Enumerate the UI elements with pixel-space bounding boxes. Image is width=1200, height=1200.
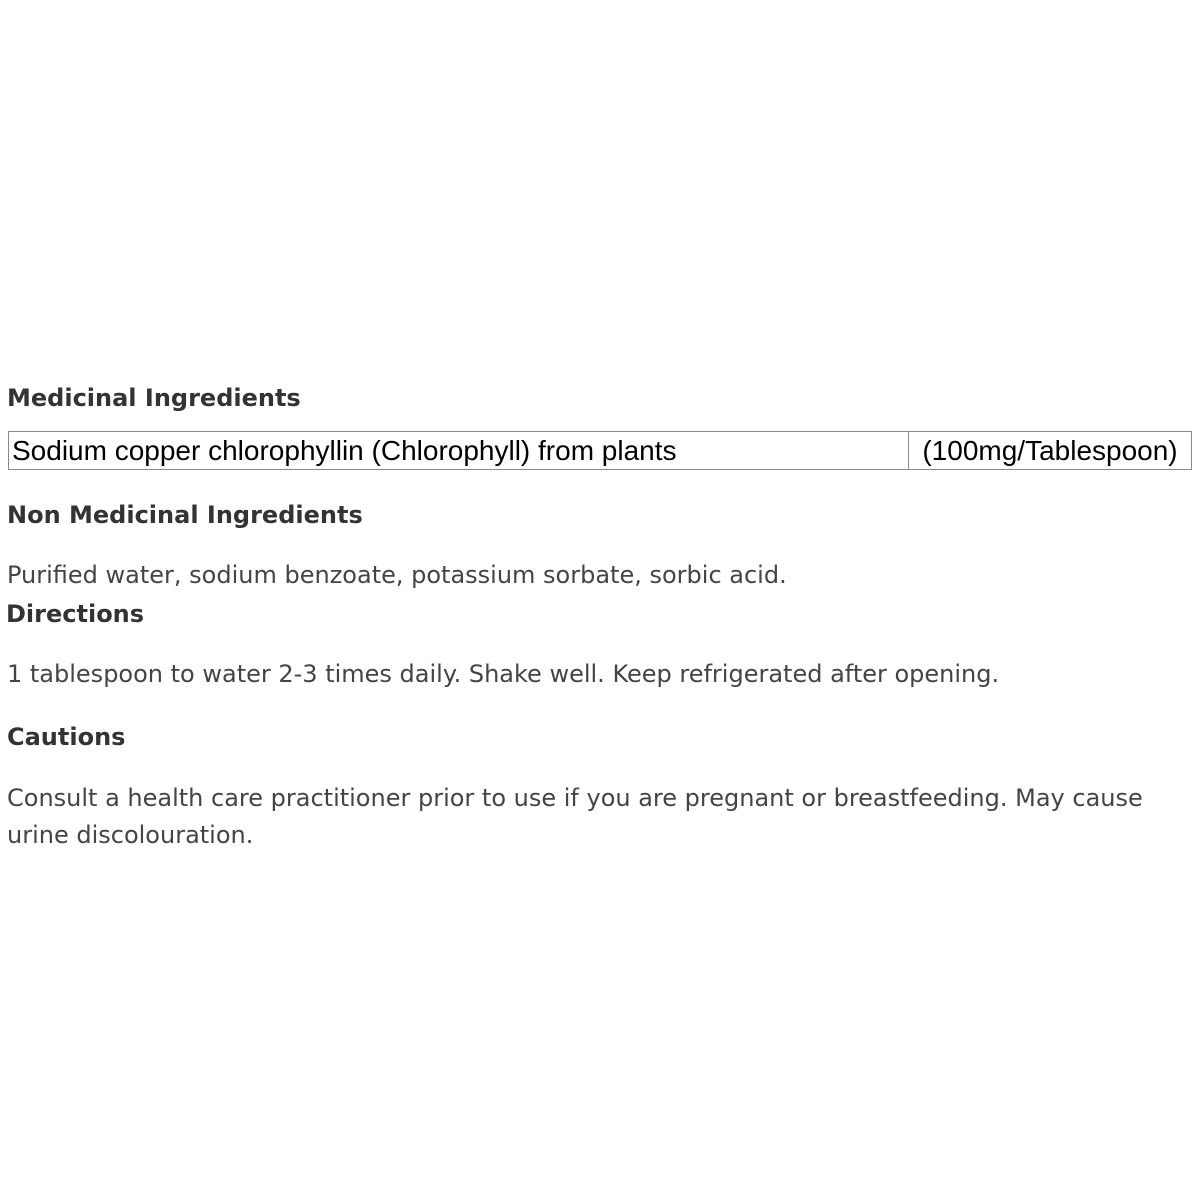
table-row	[9, 432, 1192, 470]
directions-heading: Directions	[6, 600, 145, 628]
cautions-heading: Cautions	[7, 723, 126, 751]
non-medicinal-ingredients-text: Purified water, sodium benzoate, potassium sorbate, sorbic acid.	[7, 561, 787, 589]
directions-text: 1 tablespoon to water 2-3 times daily. Shake well. Keep refrigerated after opening.	[7, 660, 1000, 688]
non-medicinal-ingredients-heading: Non Medicinal Ingredients	[7, 501, 363, 529]
product-info-content	[7, 378, 1193, 854]
ingredient-name-cell: Sodium copper chlorophyllin (Chlorophyll) from plants	[9, 432, 909, 470]
ingredient-amount-cell: (100mg/Tablespoon)	[909, 432, 1192, 470]
medicinal-ingredients-table	[8, 431, 1192, 470]
medicinal-ingredients-heading: Medicinal Ingredients	[7, 384, 301, 412]
cautions-text: Consult a health care practitioner prior to use if you are pregnant or breastfeeding. May cause urine discolouration.	[7, 784, 1143, 849]
